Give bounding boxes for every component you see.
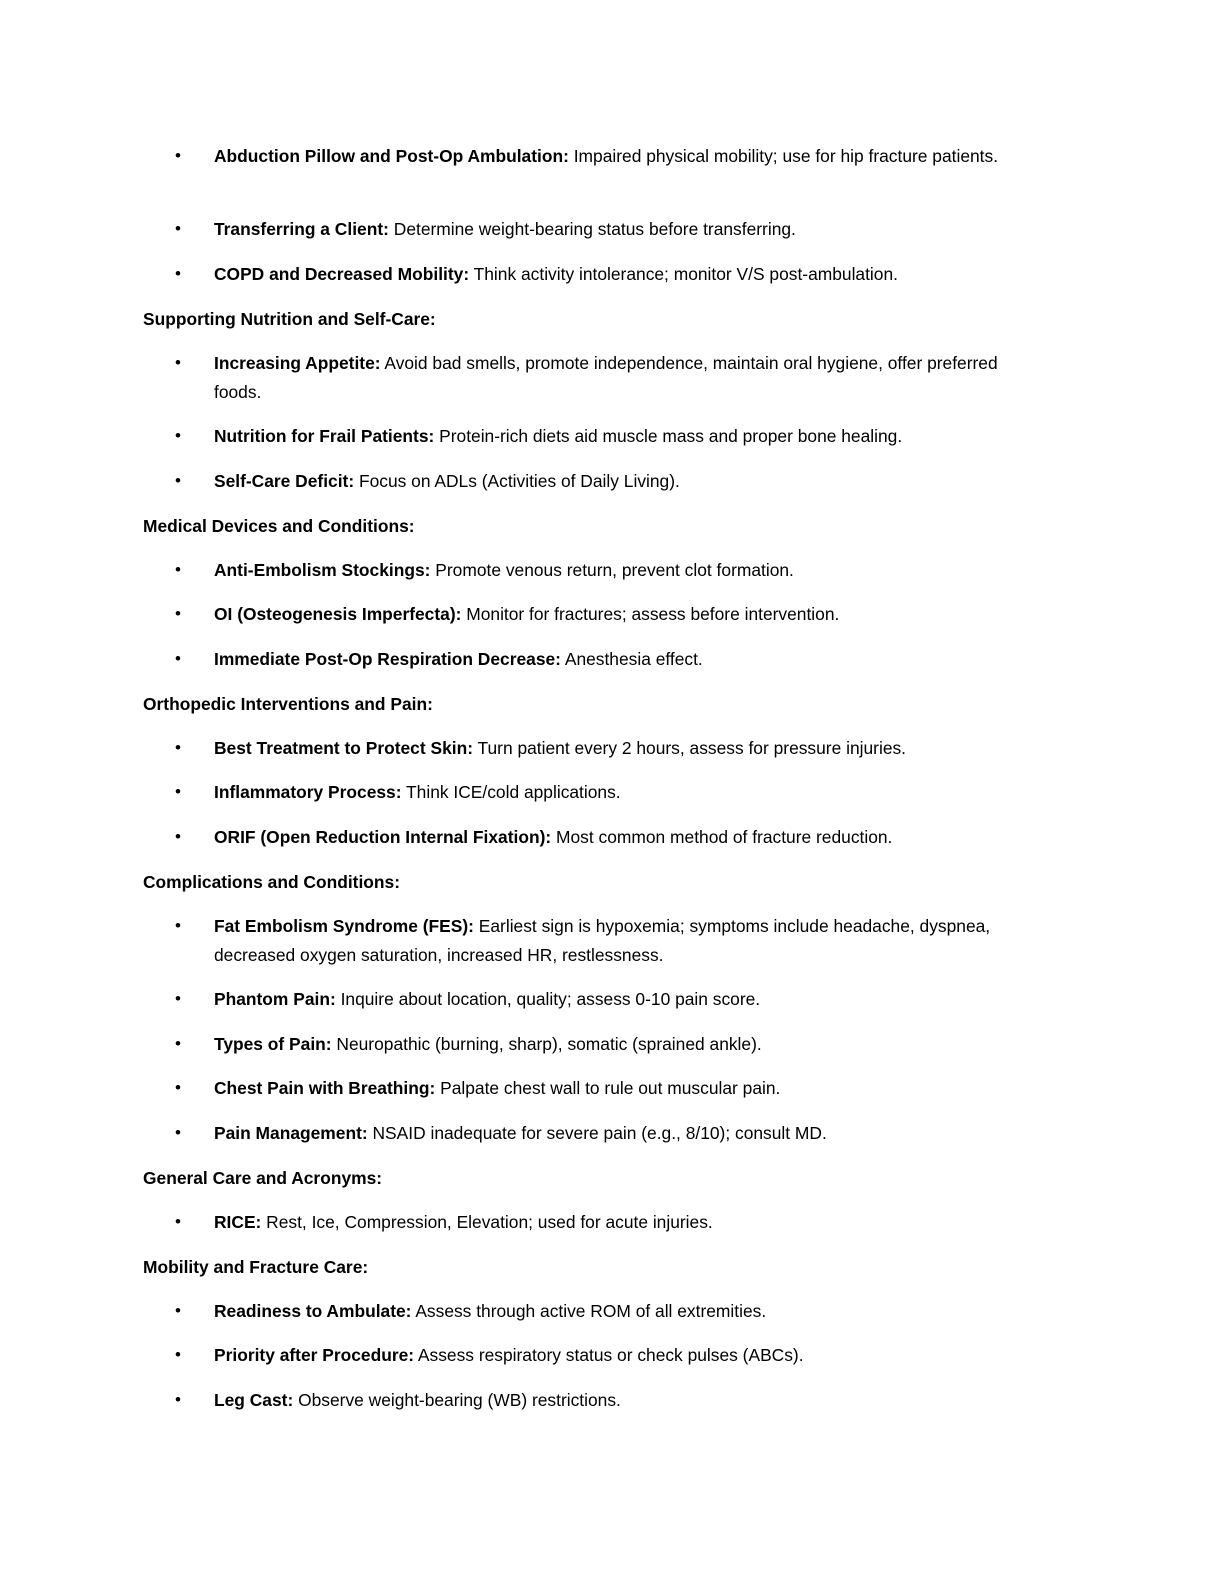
section-heading: General Care and Acronyms: [143,1168,383,1188]
list-item [175,1074,1044,1103]
item-term: Abduction Pillow and Post-Op Ambulation: [214,146,569,166]
bullet-icon: • [175,560,181,579]
item-term: Best Treatment to Protect Skin: [214,738,473,758]
list-item [175,645,1044,674]
item-term: Priority after Procedure: [214,1345,415,1365]
item-term: Leg Cast: [214,1390,294,1410]
item-term: Chest Pain with Breathing: [214,1078,436,1098]
item-text: Earliest sign is hypoxemia; symptoms include headache, dyspnea, decreased oxygen saturation, increased HR, restlessness. [214,916,991,965]
item-term: Immediate Post-Op Respiration Decrease: [214,649,561,669]
bullet-icon: • [175,219,181,238]
list-item [175,823,1044,852]
item-term: Increasing Appetite: [214,353,381,373]
list-item [175,215,1044,244]
list-item [175,1341,1044,1370]
list-item [175,1119,1044,1148]
bullet-icon: • [175,916,181,935]
bullet-icon: • [175,471,181,490]
item-text: Focus on ADLs (Activities of Daily Living). [354,471,680,491]
item-text: Monitor for fractures; assess before intervention. [461,604,840,624]
list-item [175,142,1044,171]
section-heading: Medical Devices and Conditions: [143,516,415,536]
bullet-icon: • [175,1123,181,1142]
bullet-icon: • [175,426,181,445]
bullet-icon: • [175,604,181,623]
list-item [175,985,1044,1014]
list-item [175,734,1044,763]
bullet-icon: • [175,1345,181,1364]
list-item [175,1208,1044,1237]
item-term: Transferring a Client: [214,219,389,239]
list-item [175,912,1044,969]
bullet-icon: • [175,1212,181,1231]
list-item [175,1030,1044,1059]
item-text: Inquire about location, quality; assess 0-10 pain score. [335,989,761,1009]
list-item [175,349,1044,406]
bullet-icon: • [175,649,181,668]
item-term: Inflammatory Process: [214,782,402,802]
list-item [175,556,1044,585]
bullet-icon: • [175,146,181,165]
list-item [175,1297,1044,1326]
item-text: NSAID inadequate for severe pain (e.g., 8/10); consult MD. [367,1123,827,1143]
bullet-icon: • [175,1301,181,1320]
section-heading: Mobility and Fracture Care: [143,1257,369,1277]
item-term: Readiness to Ambulate: [214,1301,412,1321]
item-text: Palpate chest wall to rule out muscular pain. [435,1078,781,1098]
list-item [175,467,1044,496]
item-text: Turn patient every 2 hours, assess for pressure injuries. [472,738,907,758]
item-term: RICE: [214,1212,262,1232]
bullet-icon: • [175,738,181,757]
bullet-icon: • [175,1390,181,1409]
item-text: Observe weight-bearing (WB) restrictions. [293,1390,621,1410]
item-term: COPD and Decreased Mobility: [214,264,470,284]
item-term: Nutrition for Frail Patients: [214,426,435,446]
item-text: Assess through active ROM of all extremities. [411,1301,767,1321]
section-heading: Complications and Conditions: [143,872,400,892]
bullet-icon: • [175,264,181,283]
item-term: Phantom Pain: [214,989,336,1009]
bullet-icon: • [175,353,181,372]
item-text: Think activity intolerance; monitor V/S post-ambulation. [469,264,898,284]
list-item [175,778,1044,807]
item-text: Assess respiratory status or check pulses (ABCs). [414,1345,804,1365]
item-text: Most common method of fracture reduction. [551,827,893,847]
list-item [175,600,1044,629]
item-text: Promote venous return, prevent clot formation. [430,560,794,580]
bullet-icon: • [175,827,181,846]
bullet-icon: • [175,782,181,801]
item-text: Determine weight-bearing status before transferring. [388,219,796,239]
item-text: Anesthesia effect. [560,649,703,669]
item-text: Rest, Ice, Compression, Elevation; used for acute injuries. [261,1212,713,1232]
bullet-icon: • [175,989,181,1008]
item-text: Avoid bad smells, promote independence, maintain oral hygiene, offer preferred foods. [214,353,998,402]
item-term: Fat Embolism Syndrome (FES): [214,916,474,936]
item-term: OI (Osteogenesis Imperfecta): [214,604,462,624]
list-item [175,1386,1044,1415]
item-term: Anti-Embolism Stockings: [214,560,431,580]
item-term: Types of Pain: [214,1034,332,1054]
section-heading: Orthopedic Interventions and Pain: [143,694,433,714]
item-term: Self-Care Deficit: [214,471,355,491]
item-text: Impaired physical mobility; use for hip fracture patients. [568,146,999,166]
bullet-icon: • [175,1078,181,1097]
item-term: ORIF (Open Reduction Internal Fixation): [214,827,552,847]
list-item [175,260,1044,289]
item-text: Neuropathic (burning, sharp), somatic (sprained ankle). [331,1034,762,1054]
section-heading: Supporting Nutrition and Self-Care: [143,309,436,329]
item-text: Protein-rich diets aid muscle mass and proper bone healing. [434,426,903,446]
bullet-icon: • [175,1034,181,1053]
item-term: Pain Management: [214,1123,368,1143]
list-item [175,422,1044,451]
item-text: Think ICE/cold applications. [401,782,621,802]
